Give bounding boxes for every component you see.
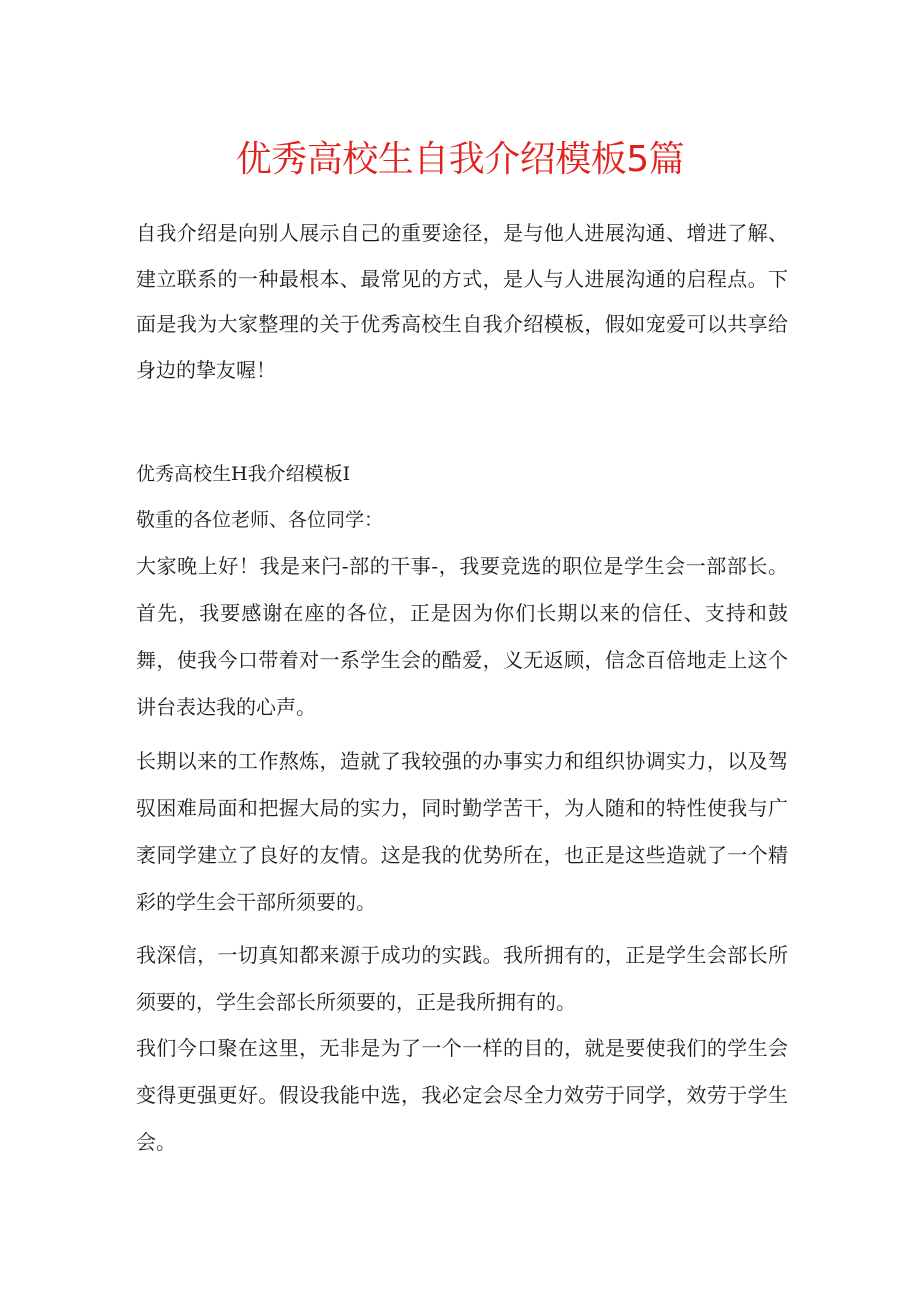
greeting-line: 敬重的各位老师、各位同学： [136, 509, 384, 531]
intro-paragraph: 自我介绍是向别人展示自己的重要途径，是与他人进展沟通、增进了解、建立联系的一种最根本、最常见的方式，是人与人进展沟通的启程点。下面是我为大家整理的关于优秀高校生自我介绍模板，假如宠爱可以共享给身边的挚友喔！ [136, 221, 788, 382]
body-paragraph: 长期以来的工作熬炼，造就了我较强的办事实力和组织协调实力，以及驾驭困难局面和把握大局的实力，同时勤学苦干，为人随和的特性使我与广袤同学建立了良好的友情。这是我的优势所在，也正是这些造就了一个精彩的学生会干部所须要的。 [136, 749, 788, 914]
body-paragraph: 大家晚上好！我是来闩-部的干事-，我要竞选的职位是学生会一部部长。首先，我要感谢在座的各位，正是因为你们长期以来的信任、支持和鼓舞，使我今口带着对一系学生会的酷爱，义无返顾，信念百倍地走上这个讲台表达我的心声。 [136, 554, 788, 719]
section-heading: 优秀高校生H我介绍模板I [136, 463, 351, 485]
body-paragraph: 我们今口聚在这里，无非是为了一个一样的目的，就是要使我们的学生会变得更强更好。假设我能中选，我必定会尽全力效劳于同学，效劳于学生会。 [136, 1036, 788, 1154]
body-paragraph: 我深信，一切真知都来源于成功的实践。我所拥有的，正是学生会部长所须要的，学生会部长所须要的，正是我所拥有的。 [136, 943, 788, 1014]
document-title: 优秀高校生自我介绍模板5篇 [235, 139, 685, 180]
